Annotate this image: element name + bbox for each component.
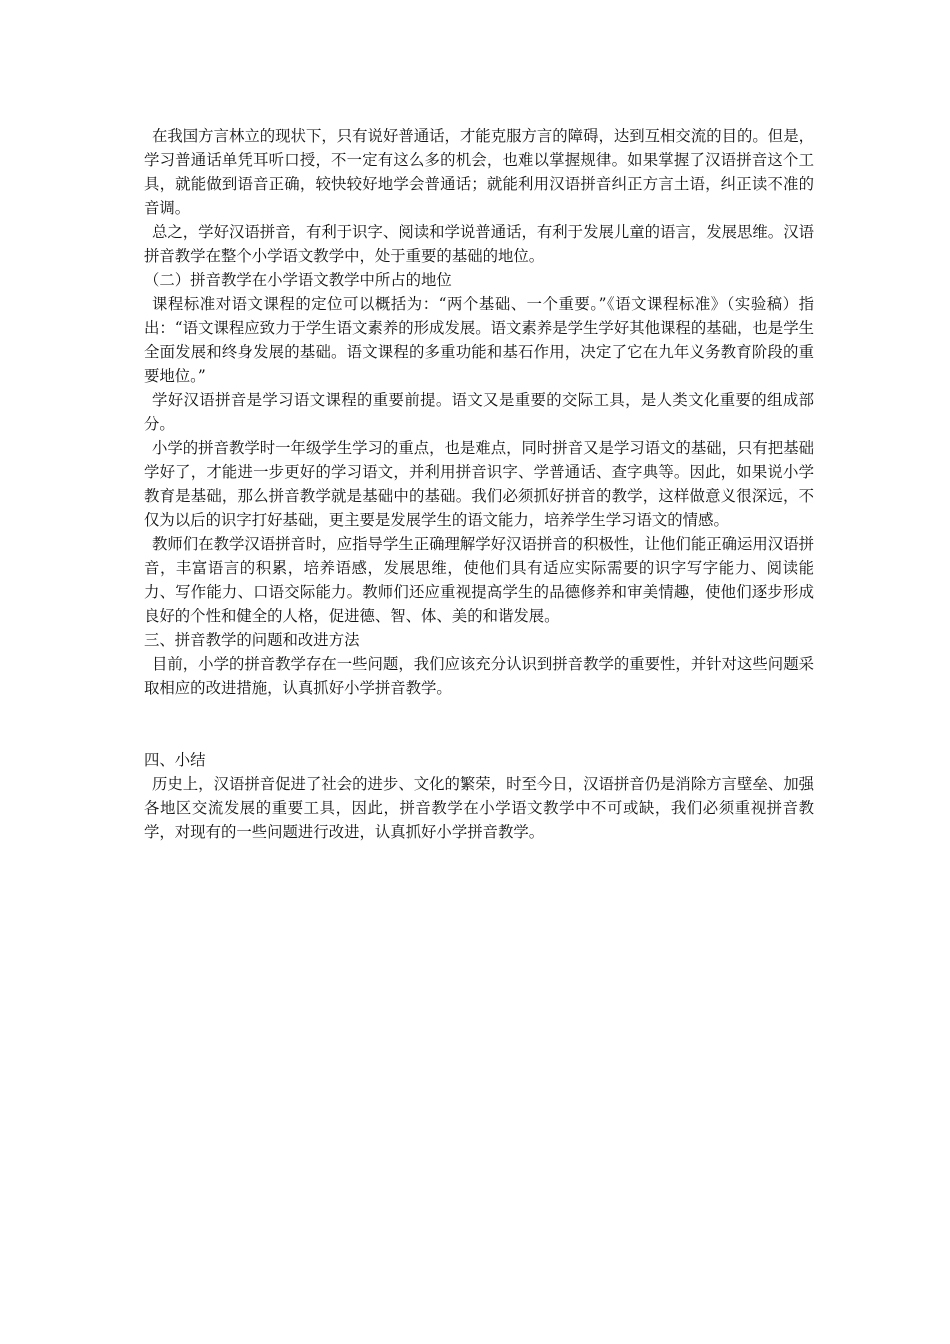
- paragraph: 教师们在教学汉语拼音时，应指导学生正确理解学好汉语拼音的积极性，让他们能正确运用汉语拼音，丰富语言的积累，培养语感，发展思维，使他们具有适应实际需要的识字写字能力、阅读能力、写作能力、口语交际能力。教师们还应重视提高学生的品德修养和审美情趣，使他们逐步形成良好的个性和健全的人格，促进德、智、体、美的和谐发展。: [144, 535, 814, 625]
- document-page: [144, 124, 814, 844]
- paragraph: 在我国方言林立的现状下，只有说好普通话，才能克服方言的障碍，达到互相交流的目的。但是，学习普通话单凭耳听口授，不一定有这么多的机会，也难以掌握规律。如果掌握了汉语拼音这个工具，就能做到语音正确，较快较好地学会普通话；就能利用汉语拼音纠正方言土语，纠正读不准的音调。: [144, 127, 814, 217]
- paragraph: 目前，小学的拼音教学存在一些问题，我们应该充分认识到拼音教学的重要性，并针对这些问题采取相应的改进措施，认真抓好小学拼音教学。: [144, 655, 814, 697]
- paragraph: 历史上，汉语拼音促进了社会的进步、文化的繁荣，时至今日，汉语拼音仍是消除方言壁垒、加强各地区交流发展的重要工具，因此，拼音教学在小学语文教学中不可或缺，我们必须重视拼音教学，对现有的一些问题进行改进，认真抓好小学拼音教学。: [144, 775, 814, 841]
- blank-space: [144, 700, 814, 748]
- paragraph: 课程标准对语文课程的定位可以概括为：“两个基础、一个重要。”《语文课程标准》（实验稿）指出：“语文课程应致力于学生语文素养的形成发展。语文素养是学生学好其他课程的基础，也是学生全面发展和终身发展的基础。语文课程的多重功能和基石作用，决定了它在九年义务教育阶段的重要地位。”: [144, 295, 814, 385]
- section-heading: （二）拼音教学在小学语文教学中所占的地位: [144, 271, 452, 289]
- section-heading: 三、拼音教学的问题和改进方法: [144, 631, 360, 649]
- section-heading: 四、小结: [144, 751, 206, 769]
- paragraph: 学好汉语拼音是学习语文课程的重要前提。语文又是重要的交际工具，是人类文化重要的组成部分。: [144, 391, 814, 433]
- paragraph: 总之，学好汉语拼音，有利于识字、阅读和学说普通话，有利于发展儿童的语言，发展思维。汉语拼音教学在整个小学语文教学中，处于重要的基础的地位。: [144, 223, 814, 265]
- paragraph: 小学的拼音教学时一年级学生学习的重点，也是难点，同时拼音又是学习语文的基础，只有把基础学好了，才能进一步更好的学习语文，并利用拼音识字、学普通话、查字典等。因此，如果说小学教育是基础，那么拼音教学就是基础中的基础。我们必须抓好拼音的教学，这样做意义很深远，不仅为以后的识字打好基础，更主要是发展学生的语文能力，培养学生学习语文的情感。: [144, 439, 814, 529]
